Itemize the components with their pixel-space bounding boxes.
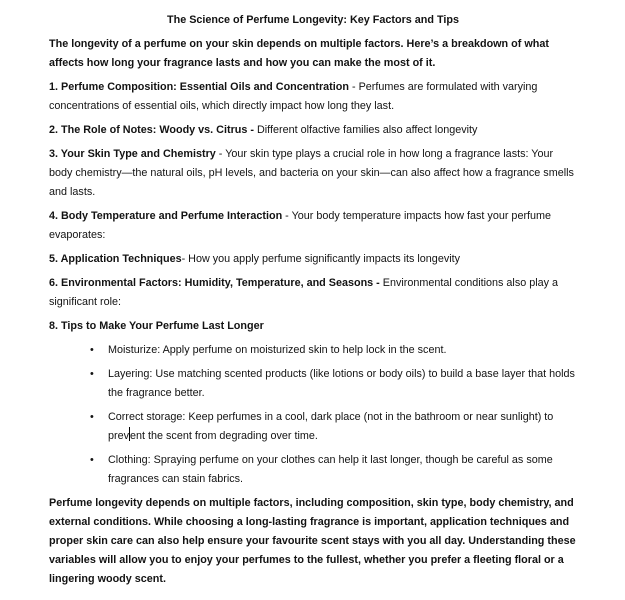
section-paragraph-1[interactable] [49,78,577,116]
tip-text[interactable]: Clothing: Spraying perfume on your clothes can help it last longer, though be careful as some fragrances can stain fabrics. [108,454,553,485]
list-item-text[interactable] [108,341,577,360]
section-heading[interactable]: 1. Perfume Composition: Essential Oils and Concentration [49,81,349,93]
section-text[interactable]: Different olfactive families also affect longevity [253,124,478,136]
intro-paragraph[interactable]: The longevity of a perfume on your skin depends on multiple factors. Here’s a breakdown of what affects how long your fragrance lasts and how you can make the most of it. [49,38,549,69]
bullet-icon: • [90,344,94,356]
section-heading[interactable]: 5. Application Techniques [49,253,182,265]
bullet-icon: • [90,454,94,466]
list-item[interactable] [49,408,577,446]
list-item[interactable] [49,451,577,489]
section-paragraph-6[interactable] [49,274,577,312]
list-item-text[interactable] [108,408,577,446]
list-item-text[interactable] [108,451,577,489]
list-item[interactable] [49,341,577,360]
section-text[interactable]: Environmental conditions also play a significant role: [49,277,559,308]
section-paragraph-4[interactable] [49,207,577,245]
tip-text-before-caret[interactable]: Correct storage: Keep perfumes in a cool, dark place (not in the bathroom or near sunlight) to prev [108,411,554,442]
bullet-icon: • [90,368,94,380]
document-title[interactable]: The Science of Perfume Longevity: Key Factors and Tips [167,14,459,26]
section-text[interactable]: - How you apply perfume significantly impacts its longevity [181,253,461,265]
tip-text[interactable]: Layering: Use matching scented products (like lotions or body oils) to build a base layer that holds the fragrance better. [108,368,575,399]
list-item[interactable] [49,365,577,403]
tips-heading[interactable]: 8. Tips to Make Your Perfume Last Longer [49,320,264,332]
section-heading[interactable]: 3. Your Skin Type and Chemistry [49,148,216,160]
tip-text[interactable]: Moisturize: Apply perfume on moisturized skin to help lock in the scent. [108,344,447,356]
list-item-text[interactable] [108,365,577,403]
conclusion-paragraph[interactable]: Perfume longevity depends on multiple factors, including composition, skin type, body chemistry, and external conditions. While choosing a long-lasting fragrance is important, application techniques and proper skin care can also help ensure your favourite scent stays with you all day. Understanding these variables will allow you to enjoy your perfumes to the fullest, whether you prefer a fleeting floral or a lingering woody scent. [49,497,576,585]
tip-text-after-caret[interactable]: ent the scent from degrading over time. [130,430,318,442]
section-text[interactable]: - Your skin type plays a crucial role in how long a fragrance lasts: Your body chemistry—the natural oils, pH levels, and bacteria on your skin—can also affect how a fragrance smells and lasts. [49,148,574,198]
tips-list [49,341,577,489]
section-paragraph-3[interactable] [49,145,577,202]
section-text[interactable]: - Your body temperature impacts how fast your perfume evaporates: [49,210,552,241]
section-paragraph-2[interactable] [49,121,577,140]
section-heading[interactable]: 6. Environmental Factors: Humidity, Temperature, and Seasons - [49,277,380,289]
bullet-icon: • [90,411,94,423]
section-heading[interactable]: 4. Body Temperature and Perfume Interaction [49,210,283,222]
section-text[interactable]: - Perfumes are formulated with varying concentrations of essential oils, which directly impact how long they last. [49,81,538,112]
section-paragraph-5[interactable] [49,250,577,269]
section-heading[interactable]: 2. The Role of Notes: Woody vs. Citrus - [49,124,254,136]
